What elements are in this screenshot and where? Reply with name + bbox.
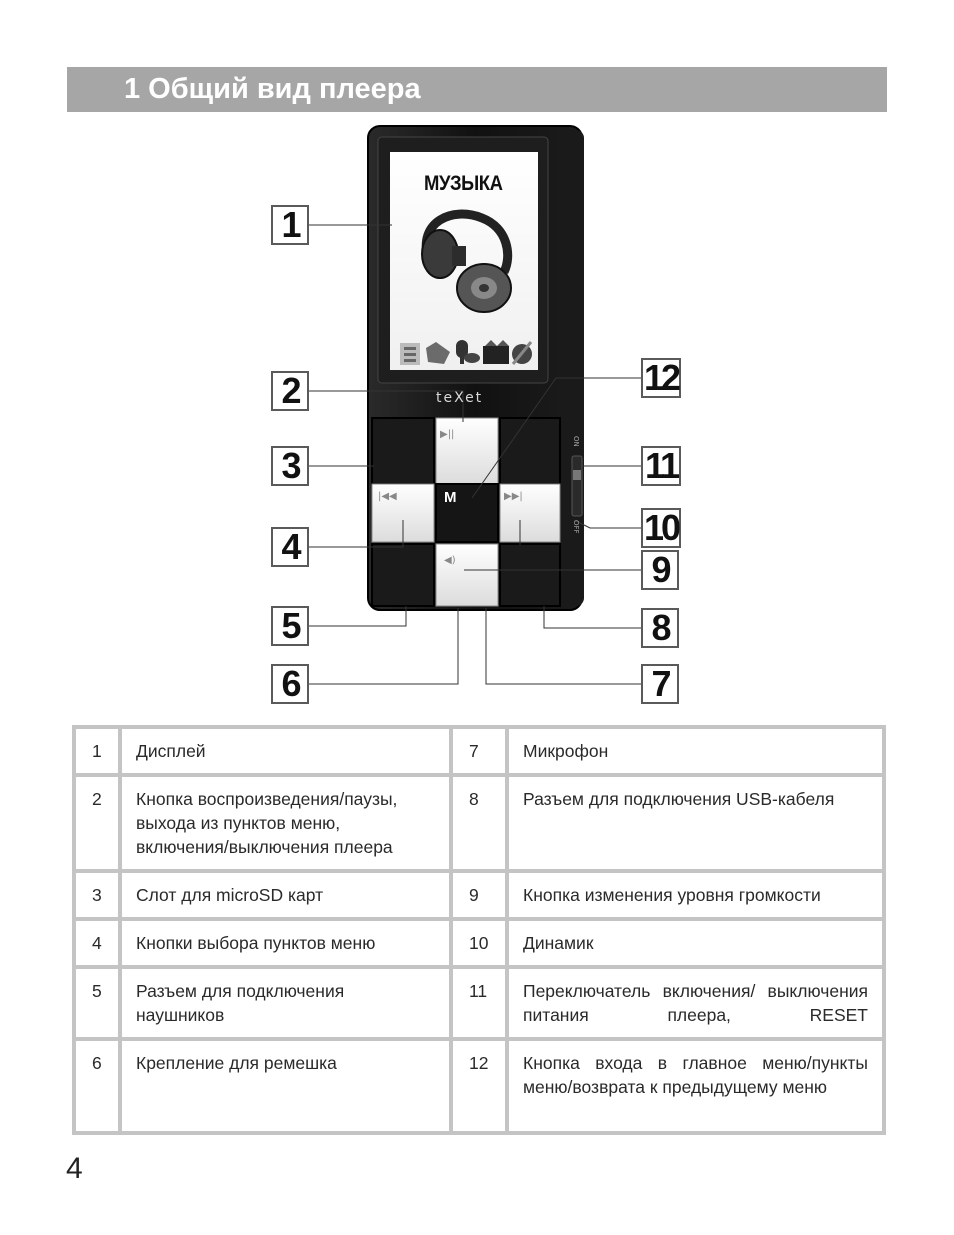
callout-1: 1 (271, 205, 309, 245)
item-number: 3 (74, 871, 120, 919)
files-icon (400, 343, 420, 365)
corner-key-bottom-right (500, 544, 560, 606)
item-number: 1 (74, 727, 120, 775)
item-number: 4 (74, 919, 120, 967)
play-pause-icon: ▶|| (440, 429, 455, 440)
switch-off-label: OFF (572, 520, 580, 534)
item-number: 5 (74, 967, 120, 1039)
item-description: Динамик (507, 919, 884, 967)
corner-key-top-left (372, 418, 434, 484)
item-number: 10 (451, 919, 507, 967)
power-switch (572, 456, 582, 516)
callout-12: 12 (641, 358, 681, 398)
page-number: 4 (66, 1152, 83, 1185)
corner-key-bottom-left (372, 544, 434, 606)
volume-key[interactable] (436, 544, 498, 606)
next-icon: ▶▶| (504, 491, 523, 502)
item-description: Кнопки выбора пунктов меню (120, 919, 451, 967)
item-description: Кнопка изменения уровня громкости (507, 871, 884, 919)
callout-6: 6 (271, 664, 309, 704)
menu-key-label: M (444, 489, 457, 506)
keypad (372, 418, 560, 606)
table-row (74, 775, 884, 871)
item-number: 2 (74, 775, 120, 871)
item-number: 11 (451, 967, 507, 1039)
item-description: Дисплей (120, 727, 451, 775)
item-description: Кнопка воспроизведения/паузы, выхода из пунктов меню, включения/выключения плеера (120, 775, 451, 871)
callout-9: 9 (641, 550, 679, 590)
callout-5: 5 (271, 606, 309, 646)
callout-11: 11 (641, 446, 681, 486)
table-row (74, 967, 884, 1039)
callout-7: 7 (641, 664, 679, 704)
item-number: 7 (451, 727, 507, 775)
table-row (74, 1039, 884, 1133)
callout-8: 8 (641, 608, 679, 648)
brand-logo: teXet (436, 390, 484, 406)
callout-2: 2 (271, 371, 309, 411)
table-row (74, 727, 884, 775)
item-description: Разъем для подключения наушников (120, 967, 451, 1039)
item-description: Микрофон (507, 727, 884, 775)
section-title: 1 Общий вид плеера (124, 73, 421, 105)
item-number: 12 (451, 1039, 507, 1133)
item-description: Кнопка входа в главное меню/пункты меню/возврата к предыдущему меню (507, 1039, 884, 1133)
table-row (74, 871, 884, 919)
prev-icon: |◀◀ (378, 491, 397, 502)
corner-key-top-right (500, 418, 560, 484)
callout-3: 3 (271, 446, 309, 486)
parts-table (72, 725, 886, 1135)
item-description: Крепление для ремешка (120, 1039, 451, 1133)
switch-on-label: ON (572, 436, 580, 447)
item-description: Слот для microSD карт (120, 871, 451, 919)
item-number: 9 (451, 871, 507, 919)
item-number: 8 (451, 775, 507, 871)
item-description: Разъем для подключения USB-кабеля (507, 775, 884, 871)
screen-title: МУЗЫКА (424, 172, 503, 195)
table-row (74, 919, 884, 967)
volume-icon: ◀) (444, 555, 456, 566)
callout-4: 4 (271, 527, 309, 567)
item-description: Переключатель включения/ выключения питания плеера, RESET (507, 967, 884, 1039)
item-number: 6 (74, 1039, 120, 1133)
callout-10: 10 (641, 508, 681, 548)
